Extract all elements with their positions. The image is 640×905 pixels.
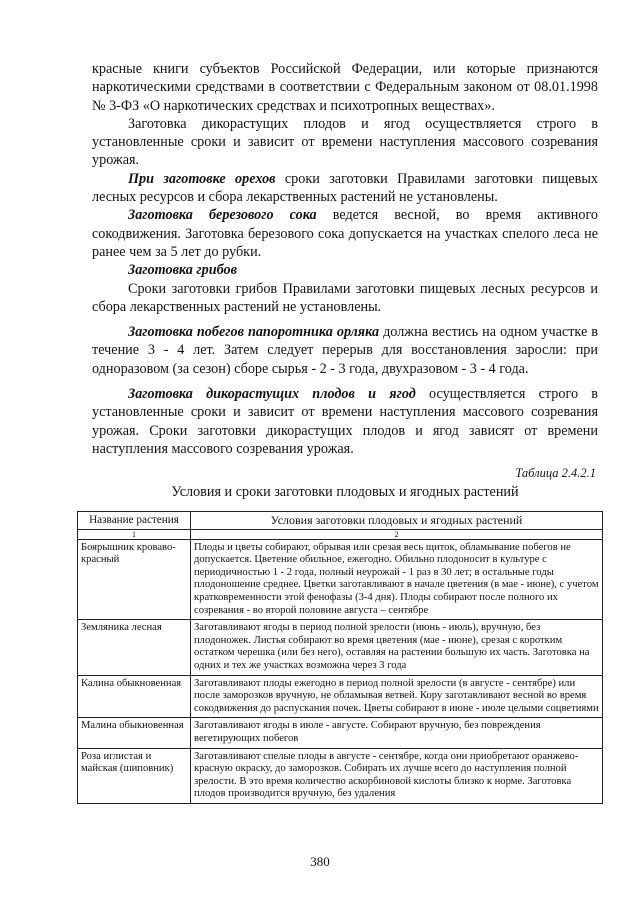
harvest-conditions: Заготавливают ягоды в июле - августе. Собирают вручную, без повреждения вегетирующих побегов — [191, 718, 603, 748]
table-row — [78, 718, 603, 748]
conditions-table — [77, 511, 603, 804]
table-row — [78, 675, 603, 718]
paragraph — [92, 170, 598, 207]
paragraph-text: осуществляется строго в установленные сроки и зависит от времени наступления массового созревания урожая. Сроки заготовки дикорастущих плодов и ягод зависят от времени наступления массового созревания урожая. — [92, 386, 598, 457]
table-row — [78, 748, 603, 803]
table-header-name: Название растения — [78, 512, 191, 530]
paragraph — [92, 60, 598, 115]
body-text — [92, 60, 598, 458]
paragraph-text: ведется весной, во время активного сокодвижения. Заготовка березового сока допускается на участках спелого леса не ранее чем за 5 лет до рубки. — [92, 207, 599, 260]
paragraph — [92, 115, 598, 170]
table-header-conditions: Условия заготовки плодовых и ягодных растений — [191, 512, 603, 530]
table-title: Условия и сроки заготовки плодовых и ягодных растений — [171, 484, 519, 500]
paragraph-lead: Заготовка грибов — [128, 262, 237, 279]
plant-name: Калина обыкновенная — [78, 675, 191, 718]
paragraph-text: должна вестись на одном участке в течение 3 - 4 лет. Затем следует перерыв для восстановления заросли: при одноразовом (за сезон) сборе сырья - 2 - 3 года, двухразовом - 3 - 4 года. — [92, 324, 598, 377]
harvest-conditions: Заготавливают плоды ежегодно в период полной зрелости (в августе - сентябре) или после заморозков вручную, не обламывая ветвей. Кору заготавливают весной во время сокодвижения до распускания почек. Цветы собирают в июне - июле целыми соцветиями — [191, 675, 603, 718]
paragraph-lead: Заготовка дикорастущих плодов и ягод — [128, 386, 416, 403]
paragraph-lead: Заготовка березового сока — [128, 207, 317, 224]
paragraph — [92, 280, 598, 317]
column-number: 2 — [191, 529, 603, 539]
plant-name: Роза иглистая и майская (шиповник) — [78, 748, 191, 803]
paragraph-text: красные книги субъектов Российской Федерации, или которые признаются наркотическими средствами в соответствии с Федеральным законом от 08.01.1998 № 3-ФЗ «О наркотических средствах и психотропных веществах». — [92, 61, 598, 114]
paragraph — [92, 385, 598, 458]
paragraph-lead: Заготовка побегов папоротника орляка — [128, 324, 380, 341]
table-row — [78, 620, 603, 675]
paragraph — [92, 206, 598, 261]
harvest-conditions: Плоды и цветы собирают, обрывая или срезая весь щиток, обламывание побегов не допускается. Цветение обильное, ежегодно. Обильно плодоносит в культуре с периодичностью 1 - 2 года, полный неурожай - 1 раз в 30 лет; в остальные годы плодоношение среднее. Цветки заготавливают в начале цветения (в мае - июне), с учетом кратковременности этой фенофазы (3-4 дня). Плоды собирают после полного их созревания - во второй половине августа – сентябре — [191, 539, 603, 620]
paragraph-text: Сроки заготовки грибов Правилами заготовки пищевых лесных ресурсов и сбора лекарственных растений не установлены. — [92, 280, 598, 315]
paragraph — [92, 323, 598, 378]
paragraph-text: Заготовка дикорастущих плодов и ягод осуществляется строго в установленные сроки и зависит от времени наступления массового созревания урожая. — [92, 115, 598, 169]
paragraph-lead: При заготовке орехов — [128, 170, 276, 187]
harvest-conditions: Заготавливают ягоды в период полной зрелости (июнь - июль), вручную, без плодоножек. Листья собирают во время цветения (мае - июне), срезая с коротким остатком черешка (или без него), оставляя на растении большую их часть. Заготовка на одних и тех же участках возможна через 3 года — [191, 620, 603, 675]
table-caption: Таблица 2.4.2.1 — [515, 466, 596, 480]
column-number-row — [78, 529, 603, 539]
paragraph-text: сроки заготовки Правилами заготовки пищевых лесных ресурсов и сбора лекарственных растений не установлены. — [92, 170, 598, 206]
page-number: 380 — [310, 854, 330, 869]
column-number: 1 — [78, 529, 191, 539]
table-header-row — [78, 512, 603, 530]
harvest-conditions: Заготавливают спелые плоды в августе - сентябре, когда они приобретают оранжево-красную окраску, до заморозков. Собирать их лучше всего до наступления полной зрелости. В это время количество аскорбиновой кислоты близко к норме. Заготовка плодов производится вручную, без удаления — [191, 748, 603, 803]
plant-name: Земляника лесная — [78, 620, 191, 675]
paragraph — [92, 261, 598, 279]
plant-name: Малина обыкновенная — [78, 718, 191, 748]
plant-name: Боярышник кроваво-красный — [78, 539, 191, 620]
table-row — [78, 539, 603, 620]
